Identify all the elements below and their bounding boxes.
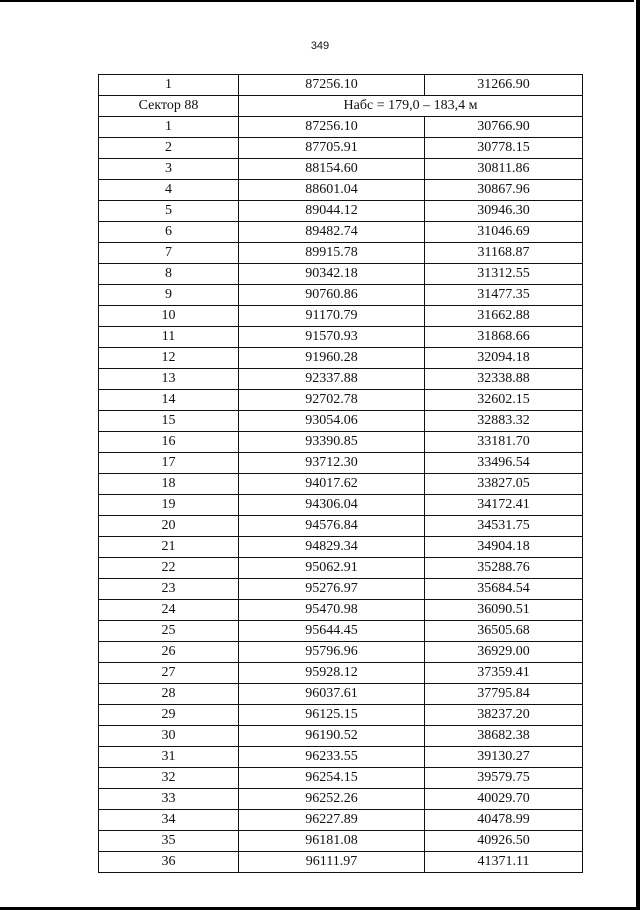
x-coordinate-cell: 89044.12 [239,201,425,222]
table-row [99,306,583,327]
x-coordinate-cell: 96037.61 [239,684,425,705]
table-row [99,600,583,621]
table-row [99,390,583,411]
table-row [99,180,583,201]
x-coordinate-cell: 91960.28 [239,348,425,369]
y-coordinate-cell: 31662.88 [425,306,583,327]
sector-label: Сектор 88 [99,96,239,117]
point-number-cell: 12 [99,348,239,369]
table-row [99,705,583,726]
y-coordinate-cell: 38237.20 [425,705,583,726]
x-coordinate-cell: 93054.06 [239,411,425,432]
point-number-cell: 30 [99,726,239,747]
x-coordinate-cell: 94829.34 [239,537,425,558]
table-row [99,768,583,789]
x-coordinate-cell: 90342.18 [239,264,425,285]
x-coordinate-cell: 95276.97 [239,579,425,600]
y-coordinate-cell: 33827.05 [425,474,583,495]
x-coordinate-cell: 90760.86 [239,285,425,306]
table-row [99,579,583,600]
point-number-cell: 28 [99,684,239,705]
table-row [99,831,583,852]
y-coordinate-cell: 39130.27 [425,747,583,768]
x-coordinate-cell: 94576.84 [239,516,425,537]
scan-border-right [636,0,640,910]
x-coordinate-cell: 93712.30 [239,453,425,474]
height-range-label: Набс = 179,0 – 183,4 м [239,96,583,117]
point-number-cell: 3 [99,159,239,180]
x-coordinate-cell: 91170.79 [239,306,425,327]
y-coordinate-cell: 31312.55 [425,264,583,285]
point-number-cell: 5 [99,201,239,222]
y-coordinate-cell: 31168.87 [425,243,583,264]
point-number-cell: 31 [99,747,239,768]
x-coordinate-cell: 95796.96 [239,642,425,663]
y-coordinate-cell: 32602.15 [425,390,583,411]
point-number-cell: 18 [99,474,239,495]
point-number-cell: 22 [99,558,239,579]
y-coordinate-cell: 34172.41 [425,495,583,516]
x-coordinate-cell: 96254.15 [239,768,425,789]
y-coordinate-cell: 36929.00 [425,642,583,663]
point-number-cell: 10 [99,306,239,327]
scan-border-top [0,0,634,2]
y-coordinate-cell: 30766.90 [425,117,583,138]
point-number-cell: 6 [99,222,239,243]
point-number-cell: 7 [99,243,239,264]
point-number-cell: 4 [99,180,239,201]
y-coordinate-cell: 32094.18 [425,348,583,369]
point-number-cell: 11 [99,327,239,348]
table-row [99,138,583,159]
y-coordinate-cell: 30811.86 [425,159,583,180]
x-coordinate-cell: 96252.26 [239,789,425,810]
point-number-cell: 16 [99,432,239,453]
x-coordinate-cell: 89915.78 [239,243,425,264]
point-number-cell: 9 [99,285,239,306]
point-number-cell: 2 [99,138,239,159]
table-row [99,411,583,432]
y-coordinate-cell: 36505.68 [425,621,583,642]
table-row [99,558,583,579]
point-number-cell: 21 [99,537,239,558]
table-row [99,348,583,369]
y-coordinate-cell: 31046.69 [425,222,583,243]
point-number-cell: 34 [99,810,239,831]
x-coordinate-cell: 87705.91 [239,138,425,159]
table-row [99,726,583,747]
x-coordinate-cell: 94306.04 [239,495,425,516]
y-coordinate-cell: 33496.54 [425,453,583,474]
coordinates-table-body [99,75,583,873]
point-number-cell: 32 [99,768,239,789]
y-coordinate-cell: 31477.35 [425,285,583,306]
table-row [99,117,583,138]
point-number-cell: 35 [99,831,239,852]
y-coordinate-cell: 40926.50 [425,831,583,852]
x-coordinate-cell: 96181.08 [239,831,425,852]
x-coordinate-cell: 87256.10 [239,117,425,138]
table-row [99,201,583,222]
y-coordinate-cell: 38682.38 [425,726,583,747]
table-row [99,453,583,474]
y-coordinate-cell: 34531.75 [425,516,583,537]
point-number-cell: 33 [99,789,239,810]
coordinates-table [98,74,583,873]
y-coordinate-cell: 30867.96 [425,180,583,201]
x-coordinate-cell: 95928.12 [239,663,425,684]
y-coordinate-cell: 32338.88 [425,369,583,390]
x-coordinate-cell: 96227.89 [239,810,425,831]
point-number-cell: 24 [99,600,239,621]
x-coordinate-cell: 92337.88 [239,369,425,390]
x-coordinate-cell: 87256.10 [239,75,425,96]
table-row [99,474,583,495]
table-row [99,810,583,831]
y-coordinate-cell: 34904.18 [425,537,583,558]
sector-header-row [99,96,583,117]
y-coordinate-cell: 33181.70 [425,432,583,453]
x-coordinate-cell: 91570.93 [239,327,425,348]
table-row [99,285,583,306]
y-coordinate-cell: 40478.99 [425,810,583,831]
table-row [99,432,583,453]
point-number-cell: 13 [99,369,239,390]
y-coordinate-cell: 41371.11 [425,852,583,873]
point-number-cell: 26 [99,642,239,663]
x-coordinate-cell: 95644.45 [239,621,425,642]
x-coordinate-cell: 93390.85 [239,432,425,453]
y-coordinate-cell: 35684.54 [425,579,583,600]
x-coordinate-cell: 96233.55 [239,747,425,768]
table-row [99,222,583,243]
y-coordinate-cell: 32883.32 [425,411,583,432]
table-row [99,159,583,180]
point-number-cell: 1 [99,117,239,138]
table-row [99,663,583,684]
table-row [99,852,583,873]
x-coordinate-cell: 89482.74 [239,222,425,243]
point-number-cell: 27 [99,663,239,684]
table-row [99,516,583,537]
y-coordinate-cell: 35288.76 [425,558,583,579]
table-row [99,495,583,516]
table-row [99,789,583,810]
y-coordinate-cell: 39579.75 [425,768,583,789]
table-row [99,747,583,768]
x-coordinate-cell: 96125.15 [239,705,425,726]
point-number-cell: 25 [99,621,239,642]
table-row [99,264,583,285]
point-number-cell: 1 [99,75,239,96]
y-coordinate-cell: 36090.51 [425,600,583,621]
x-coordinate-cell: 88601.04 [239,180,425,201]
x-coordinate-cell: 94017.62 [239,474,425,495]
table-row [99,621,583,642]
x-coordinate-cell: 92702.78 [239,390,425,411]
y-coordinate-cell: 31266.90 [425,75,583,96]
point-number-cell: 29 [99,705,239,726]
point-number-cell: 36 [99,852,239,873]
x-coordinate-cell: 96190.52 [239,726,425,747]
y-coordinate-cell: 37359.41 [425,663,583,684]
point-number-cell: 17 [99,453,239,474]
table-row [99,369,583,390]
y-coordinate-cell: 31868.66 [425,327,583,348]
table-row [99,75,583,96]
y-coordinate-cell: 40029.70 [425,789,583,810]
x-coordinate-cell: 95062.91 [239,558,425,579]
x-coordinate-cell: 96111.97 [239,852,425,873]
table-row [99,327,583,348]
point-number-cell: 19 [99,495,239,516]
table-row [99,684,583,705]
x-coordinate-cell: 88154.60 [239,159,425,180]
point-number-cell: 20 [99,516,239,537]
y-coordinate-cell: 37795.84 [425,684,583,705]
table-row [99,642,583,663]
point-number-cell: 23 [99,579,239,600]
x-coordinate-cell: 95470.98 [239,600,425,621]
y-coordinate-cell: 30946.30 [425,201,583,222]
table-row [99,243,583,264]
page-number: 349 [310,40,330,52]
table-row [99,537,583,558]
y-coordinate-cell: 30778.15 [425,138,583,159]
point-number-cell: 8 [99,264,239,285]
point-number-cell: 15 [99,411,239,432]
point-number-cell: 14 [99,390,239,411]
